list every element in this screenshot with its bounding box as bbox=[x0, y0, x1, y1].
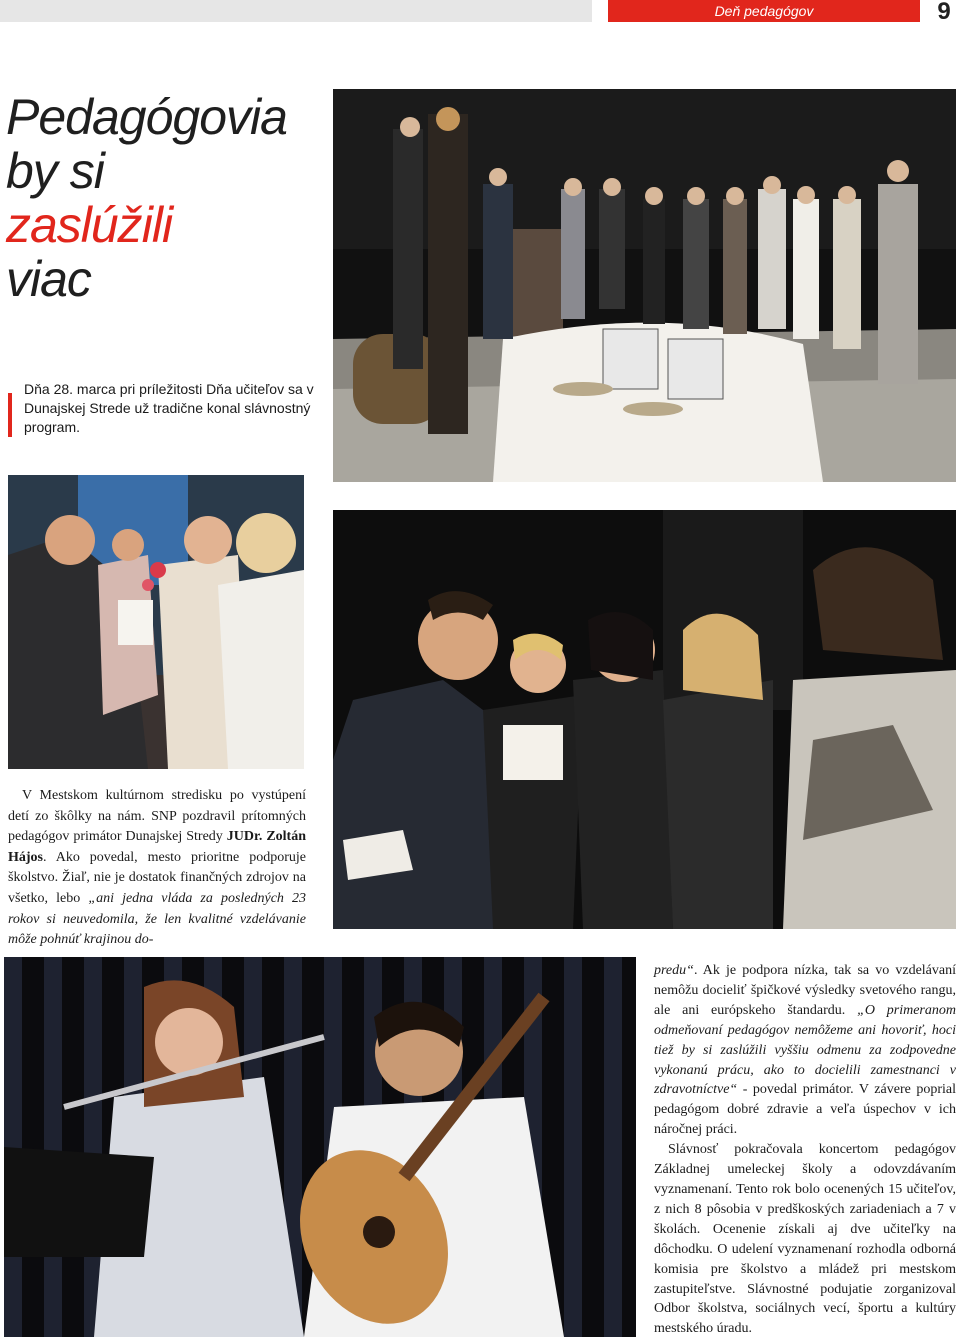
body-text: - povedal primátor. V závere poprial pedagógom dobré zdravie a veľa úspechov v ich náročnej práci. bbox=[654, 1082, 956, 1138]
header-bar bbox=[0, 0, 592, 22]
body-text: . Ak je podpora nízka, tak sa vo vzdelávaní nemôžu docieliť špičkové výsledky svetového rangu, ale ani európskeho štandardu. bbox=[654, 963, 956, 1018]
headline-line: by si bbox=[6, 143, 104, 199]
lead-paragraph: Dňa 28. marca pri príležitosti Dňa učiteľov sa v Dunajskej Strede už tradične konal slávnostný program. bbox=[24, 381, 314, 435]
person-name: JUDr. Zoltán Hájos bbox=[8, 829, 307, 865]
article-column-right bbox=[654, 961, 956, 1339]
body-text: V Mestskom kultúrnom stredisku po vystúpení detí zo škôlky na nám. SNP pozdravil prítomných pedagógov primátor Dunajskej Stredy bbox=[8, 788, 306, 845]
quote-text: „O primeranom odmeňovaní pedagógov nemôžeme ani hovoriť, hoci tiež by si zaslúžili vyššiu odmenu za zodpovedne vykonanú prácu, ako to docielili zamestnanci v zdravotníctve“ bbox=[654, 1002, 956, 1098]
mayor-with-teachers-photo bbox=[333, 510, 956, 929]
ceremony-stage-photo bbox=[333, 89, 956, 482]
concert-musicians-photo bbox=[4, 957, 636, 1337]
headline-line: viac bbox=[6, 251, 91, 307]
quote-text: „ani jedna vláda za posledných 23 rokov si neuvedomila, že len kvalitné vzdelávanie môže pohnúť krajinou do- bbox=[8, 890, 307, 948]
award-handover-photo bbox=[8, 475, 304, 769]
page-number: 9 bbox=[937, 0, 951, 25]
body-text: . Ako povedal, mesto prioritne podporuje školstvo. Žiaľ, nie je dostatok finančných zdrojov na všetko, lebo bbox=[8, 849, 306, 906]
headline bbox=[6, 90, 336, 306]
lead-accent-bar bbox=[8, 393, 12, 437]
article-column-left bbox=[8, 786, 306, 951]
quote-text: predu“ bbox=[654, 963, 694, 978]
headline-line: Pedagógovia bbox=[6, 89, 287, 145]
section-label: Deň pedagógov bbox=[608, 0, 920, 22]
headline-line: zaslúžili bbox=[6, 197, 173, 253]
body-paragraph: Slávnosť pokračovala koncertom pedagógov Základnej umeleckej školy a odovzdávaním vyznamenaní. Tento rok bolo ocenených 15 učiteľov, z nich 8 pôsobia v predškoských zariadeniach a 7 v školách. Ocenenie získali aj dve učiteľky na dôchodku. O udelení vyznamenaní rozhodla odborná komisia pre školstvo a mládež pri mestskom zastupiteľstve. Slávnostné podujatie zorganizoval Odbor školstva, sociálnych vecí, športu a kultúry mestského úradu. bbox=[654, 1142, 956, 1337]
